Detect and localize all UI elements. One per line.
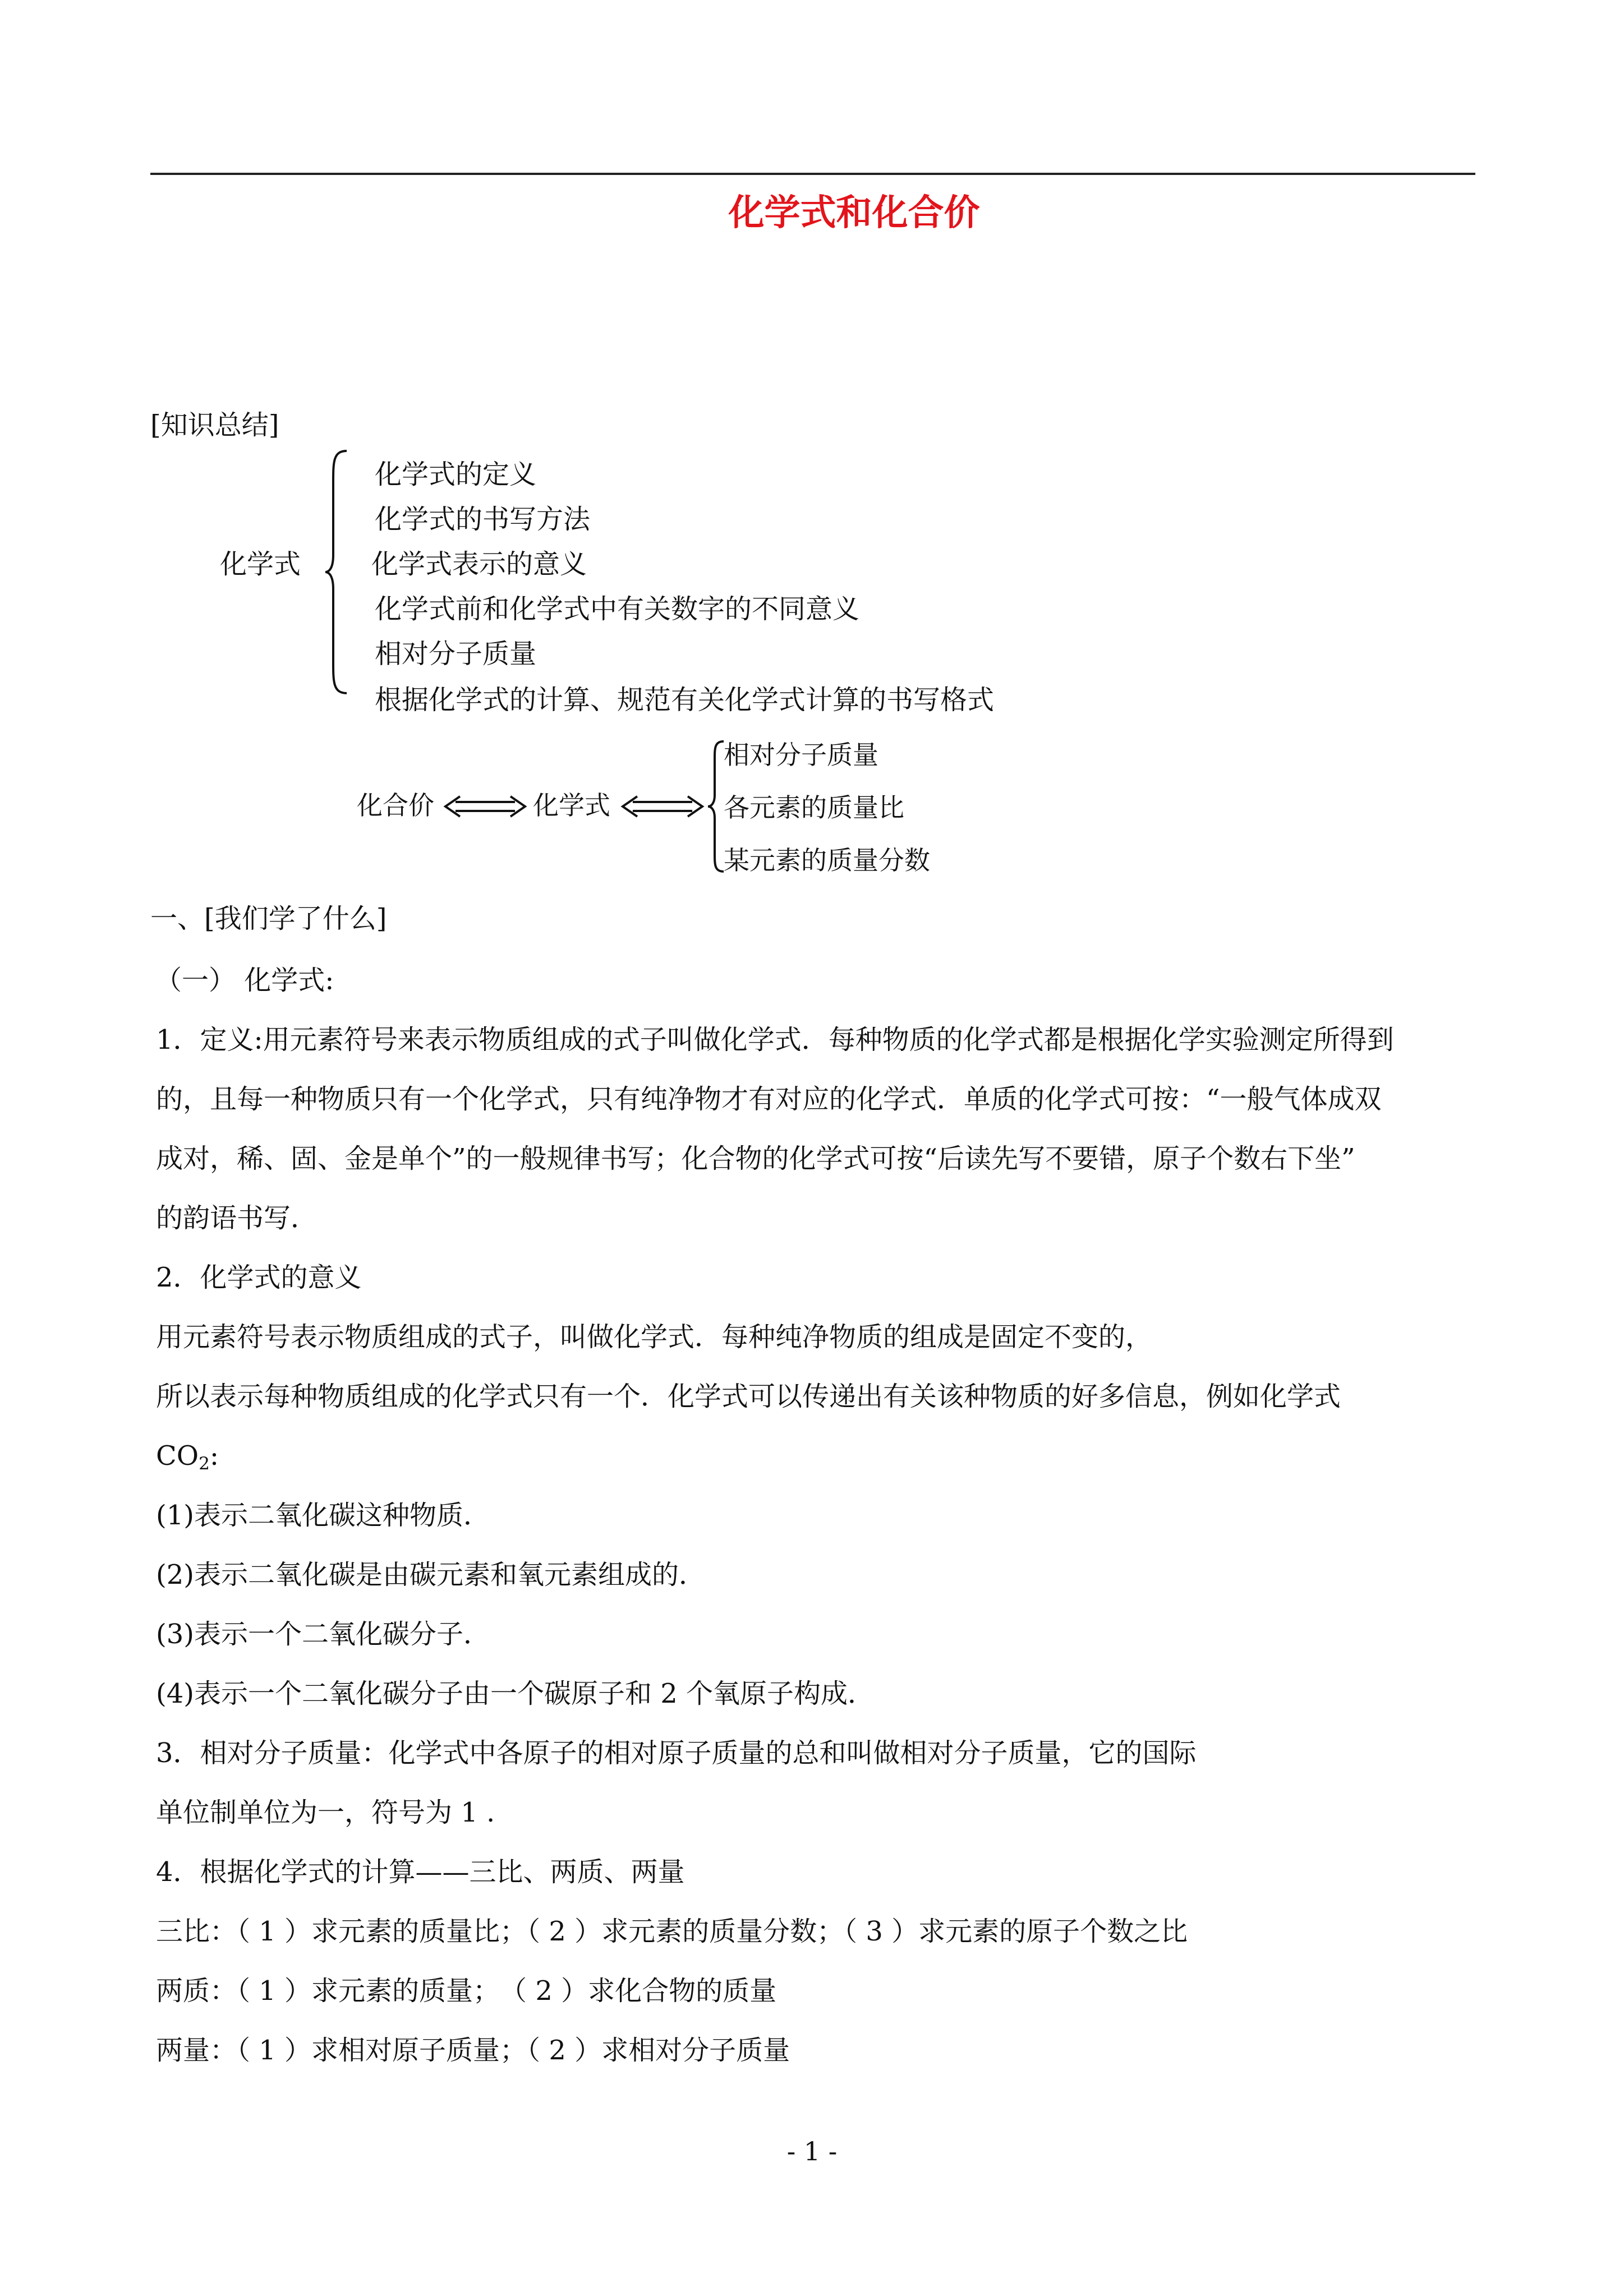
page-title: 化学式和化合价 [728, 192, 980, 234]
meaning-point: (1)表示二氧化碳这种物质． [156, 1500, 490, 1531]
definition-line: 成对，稀、固、金是单个”的一般规律书写；化合物的化学式可按“后读先写不要错，原子个数右下坐” [156, 1143, 1355, 1174]
calc-line: 三比：（ 1 ）求元素的质量比；（ 2 ）求元素的质量分数；（ 3 ）求元素的原子个数之比 [156, 1916, 1188, 1947]
relmass-line: 3．相对分子质量：化学式中各原子的相对原子质量的总和叫做相对分子质量，它的国际 [156, 1737, 1197, 1769]
meaning-point: (3)表示一个二氧化碳分子． [156, 1619, 490, 1650]
summary-root: 化学式 [220, 548, 301, 580]
diagram-branch: 各元素的质量比 [724, 792, 904, 823]
definition-line: 1．定义:用元素符号来表示物质组成的式子叫做化学式．每种物质的化学式都是根据化学实验测定所得到 [156, 1024, 1394, 1055]
summary-item: 化学式的书写方法 [375, 504, 591, 535]
section-heading: 一、[我们学了什么] [150, 903, 387, 934]
diagram-left: 化合价 [357, 790, 434, 820]
summary-item: 化学式前和化学式中有关数字的不同意义 [375, 593, 860, 625]
meaning-heading: 2．化学式的意义 [156, 1262, 362, 1293]
formula-base: CO [156, 1440, 199, 1472]
calc-line: 两质：（ 1 ）求元素的质量； （ 2 ）求化合物的质量 [156, 1975, 777, 2007]
calc-line: 两量：（ 1 ）求相对原子质量；（ 2 ）求相对分子质量 [156, 2035, 790, 2066]
double-arrow-icon [620, 795, 705, 818]
relmass-line: 单位制单位为一，符号为 1 . [156, 1797, 495, 1828]
summary-item: 化学式的定义 [375, 459, 537, 490]
formula-co2 [156, 1439, 219, 1481]
summary-brace [324, 449, 358, 695]
meaning-point: (2)表示二氧化碳是由碳元素和氧元素组成的． [156, 1559, 706, 1590]
page-number: - 1 - [786, 2136, 838, 2166]
double-arrow-icon [443, 795, 527, 818]
calc-heading: 4．根据化学式的计算——三比、两质、两量 [156, 1856, 685, 1888]
diagram-branch: 相对分子质量 [724, 740, 878, 770]
formula-tail: : [209, 1440, 219, 1472]
meaning-line: 用元素符号表示物质组成的式子，叫做化学式．每种纯净物质的组成是固定不变的， [156, 1321, 1153, 1353]
definition-line: 的韵语书写． [156, 1202, 318, 1234]
diagram-branch: 某元素的质量分数 [724, 845, 930, 875]
definition-line: 的，且每一种物质只有一个化学式，只有纯净物才有对应的化学式．单质的化学式可按：“一般气体成双 [156, 1084, 1382, 1115]
diagram-middle: 化学式 [533, 790, 610, 820]
summary-item: 化学式表示的意义 [371, 548, 587, 580]
header-rule [150, 173, 1475, 175]
formula-subscript: 2 [199, 1453, 210, 1474]
meaning-line: 所以表示每种物质组成的化学式只有一个．化学式可以传递出有关该种物质的好多信息，例如化学式 [156, 1381, 1341, 1412]
summary-item: 相对分子质量 [375, 638, 537, 670]
summary-item: 根据化学式的计算、规范有关化学式计算的书写格式 [375, 684, 995, 716]
subsection-heading: （一） 化学式: [155, 965, 334, 996]
meaning-point: (4)表示一个二氧化碳分子由一个碳原子和 2 个氧原子构成． [156, 1678, 875, 1709]
summary-heading: [知识总结] [150, 409, 279, 441]
